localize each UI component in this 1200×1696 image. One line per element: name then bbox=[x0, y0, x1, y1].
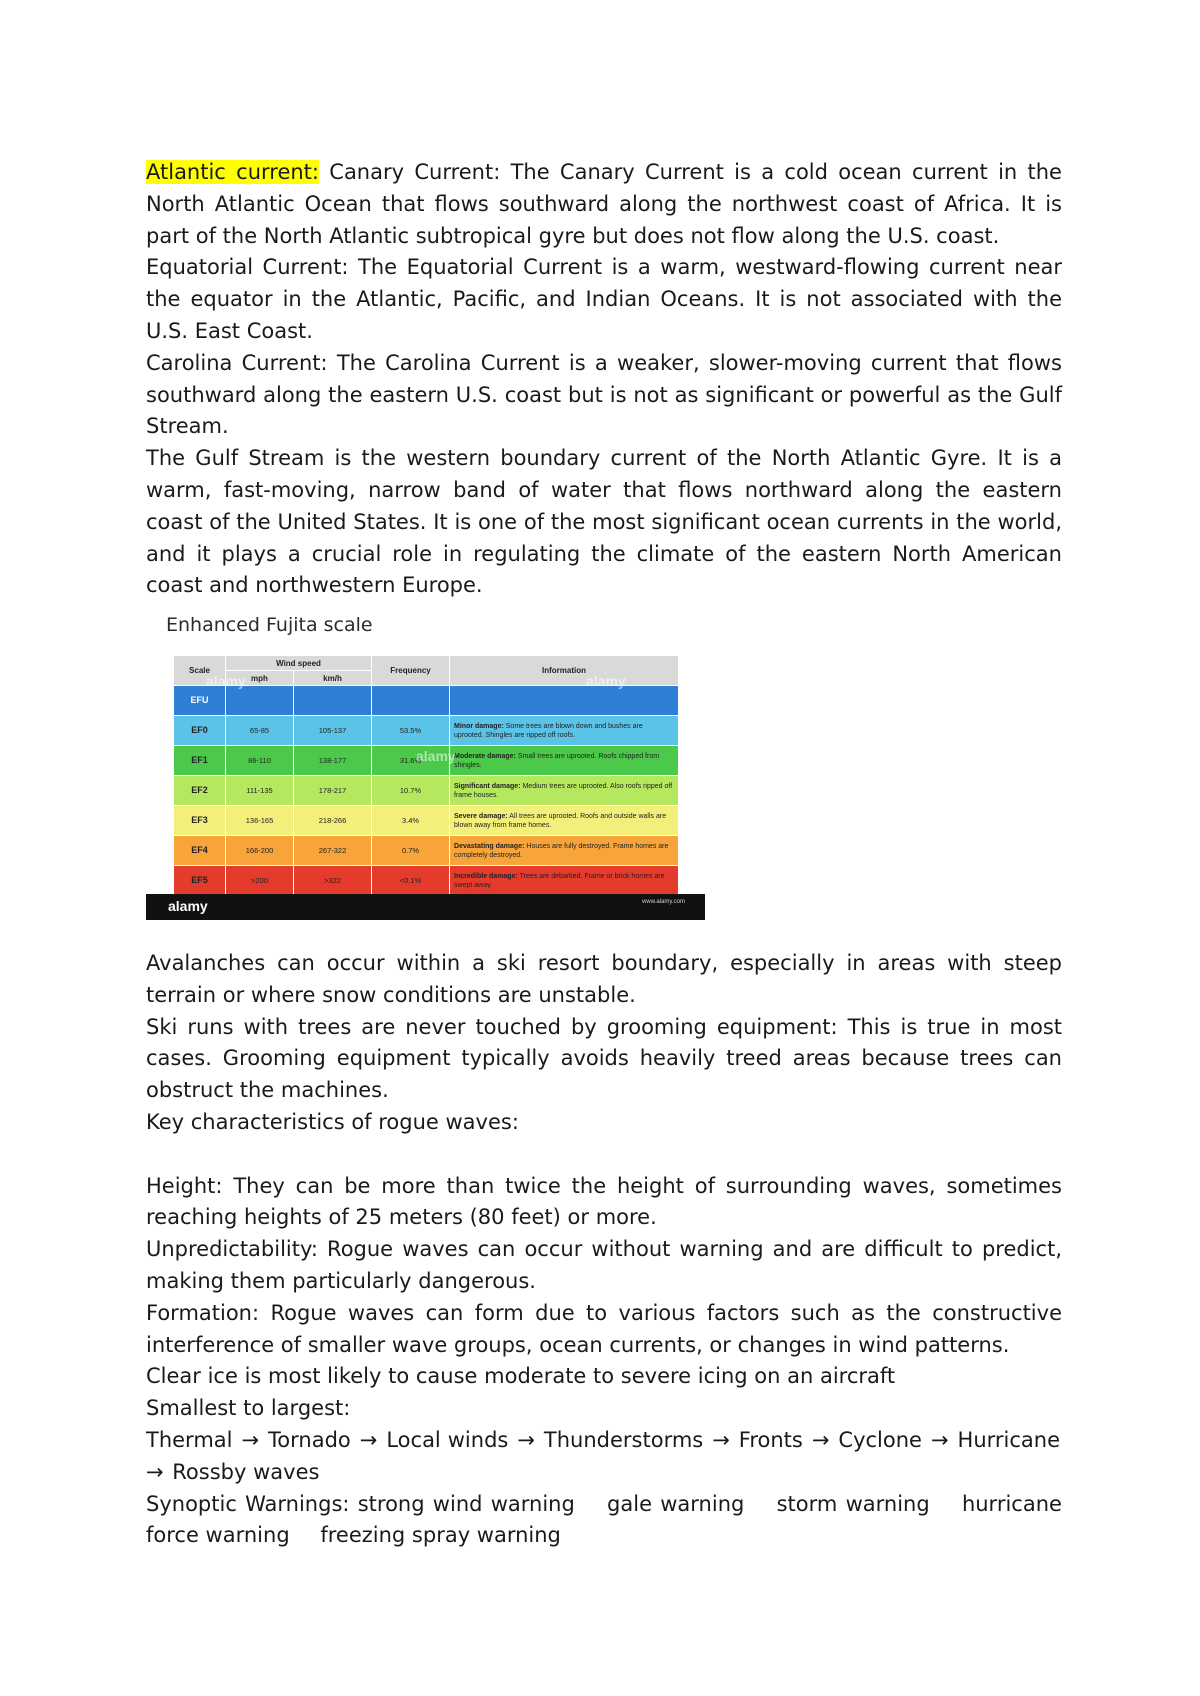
sequence-item: Fronts bbox=[738, 1427, 803, 1452]
fujita-table bbox=[173, 655, 679, 896]
information-cell: Moderate damage: Small trees are uprooted. Roofs chipped from shingles. bbox=[450, 746, 679, 776]
table-row bbox=[174, 716, 679, 746]
scale-cell: EF0 bbox=[174, 716, 226, 746]
header-information: Information bbox=[450, 656, 679, 686]
warning-item: hurricane force warning bbox=[146, 1491, 1062, 1548]
carolina-current-paragraph: Carolina Current: The Carolina Current is a weaker, slower-moving current that flows southward along the eastern U.S. coast but is not as significant or powerful as the Gulf Stream. bbox=[146, 350, 1062, 439]
header-mph: mph bbox=[226, 671, 294, 686]
highlighted-label: Atlantic current: bbox=[146, 160, 319, 184]
header-wind-speed: Wind speed bbox=[226, 656, 372, 671]
weather-scale-sequence bbox=[146, 1425, 1062, 1489]
height-paragraph: Height: They can be more than twice the height of surrounding waves, sometimes reaching heights of 25 meters (80 feet) or more. bbox=[146, 1173, 1062, 1230]
fujita-scale-image bbox=[146, 608, 705, 920]
scale-cell: EF3 bbox=[174, 806, 226, 836]
sequence-item: Local winds bbox=[386, 1427, 509, 1452]
watermark: alamy bbox=[586, 673, 626, 689]
fujita-table-body bbox=[174, 686, 679, 896]
frequency-cell: 3.4% bbox=[372, 806, 450, 836]
synoptic-warnings-line bbox=[146, 1489, 1062, 1553]
information-cell: Incredible damage: Trees are debarked. Frame or brick homes are swept away. bbox=[450, 866, 679, 896]
watermark: alamy bbox=[206, 673, 246, 689]
sequence-item: Cyclone bbox=[838, 1427, 922, 1452]
mph-cell: 86-110 bbox=[226, 746, 294, 776]
frequency-cell: 0.7% bbox=[372, 836, 450, 866]
sequence-item: Thermal bbox=[146, 1427, 233, 1452]
scale-cell: EF4 bbox=[174, 836, 226, 866]
arrow-right-icon: → bbox=[804, 1427, 837, 1452]
kmh-cell: 218-266 bbox=[294, 806, 372, 836]
footer-site: www.alamy.com bbox=[642, 899, 685, 905]
kmh-cell: 105-137 bbox=[294, 716, 372, 746]
scale-cell: EF5 bbox=[174, 866, 226, 896]
information-cell: Devastating damage: Houses are fully destroyed. Frame homes are completely destroyed. bbox=[450, 836, 679, 866]
gulf-stream-paragraph: The Gulf Stream is the western boundary current of the North Atlantic Gyre. It is a warm, fast-moving, narrow band of water that flows northward along the eastern coast of the United States. It is one of the most significant ocean currents in the world, and it plays a crucial role in regulating the climate of the eastern North American coast and northwestern Europe. bbox=[146, 446, 1062, 598]
ski-runs-paragraph: Ski runs with trees are never touched by grooming equipment: This is true in most cases. Grooming equipment typically avoids heavily treed areas because trees can obstruct the machines. bbox=[146, 1014, 1062, 1103]
arrow-right-icon: → bbox=[923, 1427, 956, 1452]
information-cell: Significant damage: Medium trees are uprooted. Also roofs ripped off frame houses. bbox=[450, 776, 679, 806]
kmh-cell: 178-217 bbox=[294, 776, 372, 806]
mph-cell: >200 bbox=[226, 866, 294, 896]
table-row bbox=[174, 776, 679, 806]
scale-cell: EFU bbox=[174, 686, 226, 716]
mph-cell: 65-85 bbox=[226, 716, 294, 746]
kmh-cell: >322 bbox=[294, 866, 372, 896]
scale-cell: EF2 bbox=[174, 776, 226, 806]
warnings-label: Synoptic Warnings: bbox=[146, 1491, 350, 1516]
information-cell: Minor damage: Some trees are blown down and bushes are uprooted. Shingles are ripped off roofs. bbox=[450, 716, 679, 746]
mph-cell: 166-200 bbox=[226, 836, 294, 866]
blank-line bbox=[146, 1139, 1062, 1171]
sequence-item: Hurricane bbox=[957, 1427, 1061, 1452]
arrow-right-icon: → bbox=[510, 1427, 542, 1452]
sequence-item: Tornado bbox=[268, 1427, 351, 1452]
warning-item: strong wind warning bbox=[357, 1491, 575, 1516]
frequency-cell: 10.7% bbox=[372, 776, 450, 806]
header-scale: Scale bbox=[174, 656, 226, 686]
canary-current-paragraph: Atlantic current: Canary Current: The Canary Current is a cold ocean current in the North Atlantic Ocean that flows southward along the northwest coast of Africa. It is part of the North Atlantic subtropical gyre but does not flow along the U.S. coast. bbox=[146, 160, 1062, 248]
arrow-right-icon: → bbox=[352, 1427, 385, 1452]
notes-section bbox=[146, 948, 1062, 1552]
warning-item: storm warning bbox=[776, 1491, 930, 1516]
warning-item: freezing spray warning bbox=[320, 1523, 561, 1548]
table-row bbox=[174, 806, 679, 836]
ocean-currents-section bbox=[146, 157, 1062, 602]
image-footer-bar bbox=[146, 894, 705, 920]
table-row bbox=[174, 836, 679, 866]
equatorial-current-paragraph: Equatorial Current: The Equatorial Current is a warm, westward-flowing current near the equator in the Atlantic, Pacific, and Indian Oceans. It is not associated with the U.S. East Coast. bbox=[146, 255, 1062, 343]
sequence-item: Thunderstorms bbox=[543, 1427, 704, 1452]
unpredictability-paragraph: Unpredictability: Rogue waves can occur without warning and are difficult to predict, making them particularly dangerous. bbox=[146, 1237, 1062, 1293]
mph-cell: 111-135 bbox=[226, 776, 294, 806]
table-row bbox=[174, 686, 679, 716]
header-frequency: Frequency bbox=[372, 656, 450, 686]
clear-ice-paragraph: Clear ice is most likely to cause moderate to severe icing on an aircraft bbox=[146, 1364, 896, 1389]
watermark: alamy bbox=[416, 748, 456, 764]
warning-item: gale warning bbox=[607, 1491, 745, 1516]
scale-cell: EF1 bbox=[174, 746, 226, 776]
frequency-cell: 53.5% bbox=[372, 716, 450, 746]
avalanche-paragraph: Avalanches can occur within a ski resort boundary, especially in areas with steep terrain or where snow conditions are unstable. bbox=[146, 951, 1062, 1007]
arrow-right-icon: → bbox=[234, 1427, 267, 1452]
kmh-cell: 138-177 bbox=[294, 746, 372, 776]
arrow-right-icon: → bbox=[705, 1427, 737, 1452]
figure-title: Enhanced Fujita scale bbox=[166, 614, 373, 636]
kmh-cell: 267-322 bbox=[294, 836, 372, 866]
frequency-cell: 31.6% bbox=[372, 746, 450, 776]
header-kmh: km/h bbox=[294, 671, 372, 686]
formation-paragraph: Formation: Rogue waves can form due to various factors such as the constructive interference of smaller wave groups, ocean currents, or changes in wind patterns. bbox=[146, 1300, 1062, 1357]
smallest-largest-label: Smallest to largest: bbox=[146, 1396, 351, 1421]
sequence-item: Rossby waves bbox=[172, 1459, 320, 1484]
rogue-waves-heading: Key characteristics of rogue waves: bbox=[146, 1109, 519, 1134]
information-cell: Severe damage: All trees are uprooted. Roofs and outside walls are blown away from frame homes. bbox=[450, 806, 679, 836]
table-row bbox=[174, 866, 679, 896]
mph-cell: 136-165 bbox=[226, 806, 294, 836]
footer-brand-logo: alamy bbox=[168, 898, 208, 914]
frequency-cell: <0.1% bbox=[372, 866, 450, 896]
arrow-right-icon: → bbox=[146, 1459, 171, 1484]
